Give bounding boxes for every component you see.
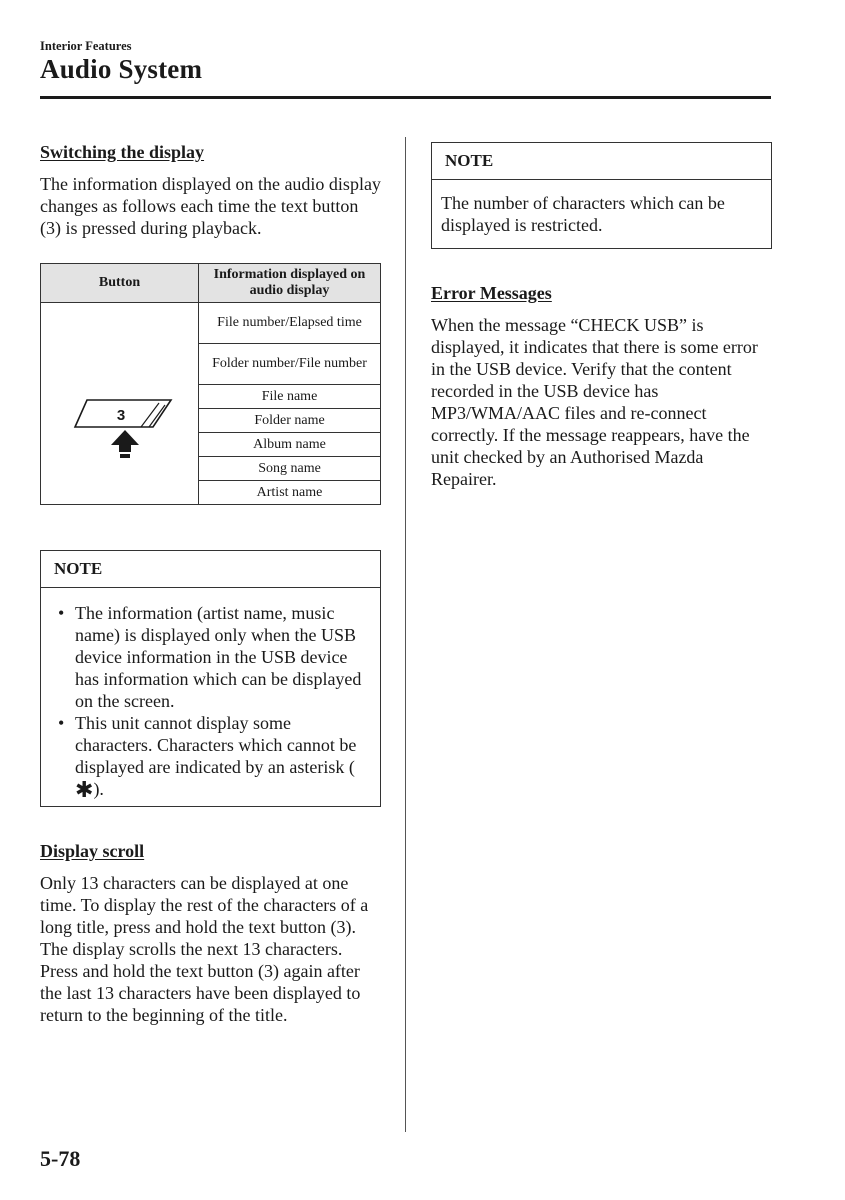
table-cell-info: Album name (199, 433, 381, 457)
table-cell-info: File number/Elapsed time (199, 303, 381, 344)
note-item-text-end: ). (93, 779, 104, 799)
display-scroll-heading: Display scroll (40, 841, 145, 861)
note-bullet-item (50, 712, 370, 803)
column-divider (405, 137, 406, 1132)
switching-display-text: The information displayed on the audio display changes as follows each time the text button (3) is pressed during playback. (40, 174, 381, 238)
note-body (41, 588, 380, 806)
left-column (40, 142, 382, 1026)
note-box-restricted (431, 142, 772, 249)
page-title: Audio System (40, 54, 203, 84)
table-header-button: Button (41, 264, 199, 303)
note-body-text: The number of characters which can be displayed is restricted. (441, 193, 725, 235)
table-header-info: Information displayed on audio display (199, 264, 381, 303)
error-messages-heading: Error Messages (431, 283, 552, 303)
button-number-label: 3 (116, 407, 126, 424)
table-cell-info: Folder name (199, 409, 381, 433)
table-cell-info: Artist name (199, 481, 381, 505)
table-row (41, 303, 381, 344)
table-cell-info: File name (199, 385, 381, 409)
asterisk-icon: ✱ (75, 778, 94, 803)
note-item-text: The information (artist name, music name) is displayed only when the USB device information in the USB device has information which can be displayed on the screen. (75, 603, 362, 711)
table-cell-info: Song name (199, 457, 381, 481)
bullet-icon: • (58, 603, 65, 623)
page-number: 5-78 (40, 1146, 81, 1171)
switching-display-heading: Switching the display (40, 142, 205, 162)
bullet-icon: • (58, 713, 65, 733)
table-cell-info: Folder number/File number (199, 344, 381, 385)
display-table (40, 263, 381, 505)
note-box-characters (40, 550, 381, 807)
table-header-row (41, 264, 381, 303)
note-bullet-item (50, 602, 370, 712)
section-label: Interior Features (40, 39, 132, 53)
error-messages-text: When the message “CHECK USB” is displayed, it indicates that there is some error in the USB device. Verify that the content recorded in the USB device has MP3/WMA/AAC files and re-connect correctly. If the message reappears, have the unit checked by an Authorised Mazda Repairer. (431, 315, 758, 489)
note-title: NOTE (41, 551, 380, 588)
display-scroll-text: Only 13 characters can be displayed at one time. To display the rest of the characters of a long title, press and hold the text button (3). The display scrolls the next 13 characters. Press and hold the text button (3) again after the last 13 characters have been displayed to return to the beginning of the title. (40, 873, 369, 1025)
text-button-3-icon (41, 321, 198, 481)
title-rule (40, 96, 771, 99)
note-title: NOTE (432, 143, 771, 180)
right-column (431, 142, 772, 490)
button-illustration-cell (41, 303, 199, 505)
note-item-text: This unit cannot display some characters. Characters which cannot be displayed are indicated by an asterisk ( (75, 713, 357, 777)
